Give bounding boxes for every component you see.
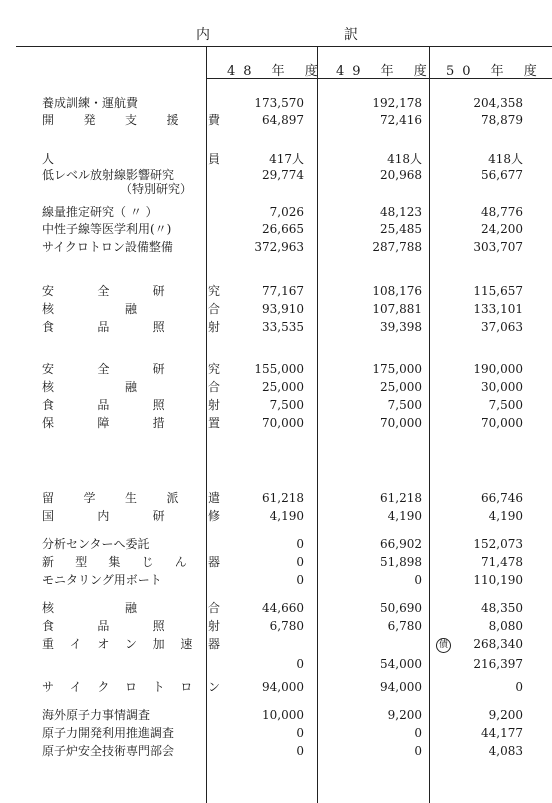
value-cell-49: 61,218 [380, 491, 422, 505]
value-cell-48: 155,000 [254, 362, 304, 376]
value-cell-48: 64,897 [262, 113, 304, 127]
value-cell-50: 8,080 [488, 619, 523, 633]
value-cell-48: 77,167 [262, 284, 304, 298]
value-cell-48: 6,780 [269, 619, 304, 633]
value-cell-50: 268,340 [473, 637, 523, 651]
row-label: 分析センターへ委託 [42, 537, 150, 551]
row-label: 安 全 研 究 [42, 284, 220, 298]
value-cell-49: 192,178 [372, 96, 422, 110]
value-cell-48: 0 [296, 657, 304, 671]
row-label: 海外原子力事情調査 [42, 708, 151, 722]
value-cell-49: 7,500 [387, 398, 422, 412]
value-cell-49: 54,000 [380, 657, 422, 671]
row-label: サイクロトロン設備整備 [42, 240, 173, 254]
value-cell-50: 44,177 [481, 726, 523, 740]
row-label: 開 発 支 援 費 [42, 113, 220, 127]
value-cell-48: 7,500 [269, 398, 304, 412]
row-label: 留 学 生 派 遣 [42, 491, 220, 505]
year-header-50: 50 年 度 [446, 64, 545, 79]
value-cell-49: 9,200 [387, 708, 422, 722]
value-cell-49: 0 [414, 726, 422, 740]
value-cell-49: 107,881 [372, 302, 422, 316]
value-cell-50: 152,073 [473, 537, 523, 551]
value-cell-49: 4,190 [387, 509, 422, 523]
value-cell-48: 417人 [269, 152, 304, 166]
value-cell-48: 0 [296, 726, 304, 740]
value-cell-48: 94,000 [262, 680, 304, 694]
value-cell-48: 10,000 [262, 708, 304, 722]
value-cell-49: 25,485 [380, 222, 422, 236]
row-label: 人 員 [42, 152, 220, 166]
row-label: 中性子線等医学利用(〃) [42, 222, 172, 236]
value-cell-50: 78,879 [481, 113, 523, 127]
row-sublabel: （特別研究） [120, 182, 193, 196]
value-cell-50: 0 [515, 680, 523, 694]
row-label: 食 品 照 射 [42, 320, 220, 334]
year-header-49: 49 年 度 [336, 64, 435, 79]
circled-mark: 債 [436, 638, 451, 653]
row-label: 低レベル放射線影響研究 [42, 168, 175, 182]
row-label: モニタリング用ボート [42, 573, 162, 587]
value-cell-49: 48,123 [380, 205, 422, 219]
row-label: 核 融 合 [42, 601, 220, 615]
value-cell-50: 115,657 [473, 284, 523, 298]
value-cell-50: 204,358 [473, 96, 523, 110]
year-header-48: 48 年 度 [227, 64, 326, 79]
value-cell-49: 287,788 [372, 240, 422, 254]
value-cell-50: 133,101 [473, 302, 523, 316]
value-cell-49: 50,690 [380, 601, 422, 615]
value-cell-48: 61,218 [262, 491, 304, 505]
value-cell-48: 0 [296, 537, 304, 551]
value-cell-50: 4,083 [488, 744, 523, 758]
value-cell-49: 0 [414, 573, 422, 587]
row-label: 新 型 集 じ ん 器 [42, 555, 220, 569]
value-cell-50: 110,190 [473, 573, 523, 587]
value-cell-50: 190,000 [473, 362, 523, 376]
row-label: 重 イ オ ン 加 速 器 [42, 637, 220, 651]
row-label: 線量推定研究（ 〃 ） [42, 205, 158, 219]
value-cell-49: 94,000 [380, 680, 422, 694]
value-cell-50: 4,190 [488, 509, 523, 523]
value-cell-49: 20,968 [380, 168, 422, 182]
value-cell-50: 9,200 [488, 708, 523, 722]
value-cell-48: 0 [296, 744, 304, 758]
value-cell-49: 175,000 [372, 362, 422, 376]
section-title-right: 訳 [344, 27, 358, 43]
value-cell-48: 33,535 [262, 320, 304, 334]
value-cell-50: 24,200 [481, 222, 523, 236]
value-cell-48: 44,660 [262, 601, 304, 615]
value-cell-49: 70,000 [380, 416, 422, 430]
value-cell-48: 29,774 [262, 168, 304, 182]
row-label: 保 障 措 置 [42, 416, 220, 430]
row-label: 原子炉安全技術専門部会 [42, 744, 175, 758]
row-label: 養成訓練・運航費 [42, 96, 139, 110]
value-cell-48: 0 [296, 573, 304, 587]
row-label: サ イ ク ロ ト ロ ン [42, 680, 220, 694]
value-cell-49: 25,000 [380, 380, 422, 394]
value-cell-48: 25,000 [262, 380, 304, 394]
row-label: 食 品 照 射 [42, 619, 220, 633]
value-cell-50: 48,776 [481, 205, 523, 219]
value-cell-48: 372,963 [254, 240, 304, 254]
value-cell-49: 39,398 [380, 320, 422, 334]
value-cell-50: 71,478 [481, 555, 523, 569]
value-cell-49: 418人 [387, 152, 422, 166]
section-title-left: 内 [196, 27, 210, 43]
row-label: 食 品 照 射 [42, 398, 220, 412]
value-cell-50: 30,000 [481, 380, 523, 394]
value-cell-50: 56,677 [481, 168, 523, 182]
row-label: 安 全 研 究 [42, 362, 220, 376]
value-cell-50: 66,746 [481, 491, 523, 505]
value-cell-50: 37,063 [481, 320, 523, 334]
value-cell-50: 7,500 [488, 398, 523, 412]
value-cell-50: 418人 [488, 152, 523, 166]
value-cell-50: 303,707 [473, 240, 523, 254]
value-cell-48: 4,190 [269, 509, 304, 523]
value-cell-48: 26,665 [262, 222, 304, 236]
value-cell-48: 93,910 [262, 302, 304, 316]
value-cell-49: 108,176 [372, 284, 422, 298]
value-cell-48: 173,570 [254, 96, 304, 110]
value-cell-48: 7,026 [269, 205, 304, 219]
row-label: 核 融 合 [42, 380, 220, 394]
top-rule [16, 46, 552, 47]
row-label: 核 融 合 [42, 302, 220, 316]
value-cell-48: 70,000 [262, 416, 304, 430]
value-cell-49: 0 [414, 744, 422, 758]
value-cell-49: 66,902 [380, 537, 422, 551]
value-cell-48: 0 [296, 555, 304, 569]
value-cell-50: 216,397 [473, 657, 523, 671]
value-cell-49: 51,898 [380, 555, 422, 569]
value-cell-49: 6,780 [387, 619, 422, 633]
value-cell-50: 48,350 [481, 601, 523, 615]
row-label: 国 内 研 修 [42, 509, 220, 523]
value-cell-49: 72,416 [380, 113, 422, 127]
row-label: 原子力開発利用推進調査 [42, 726, 175, 740]
value-cell-50: 70,000 [481, 416, 523, 430]
